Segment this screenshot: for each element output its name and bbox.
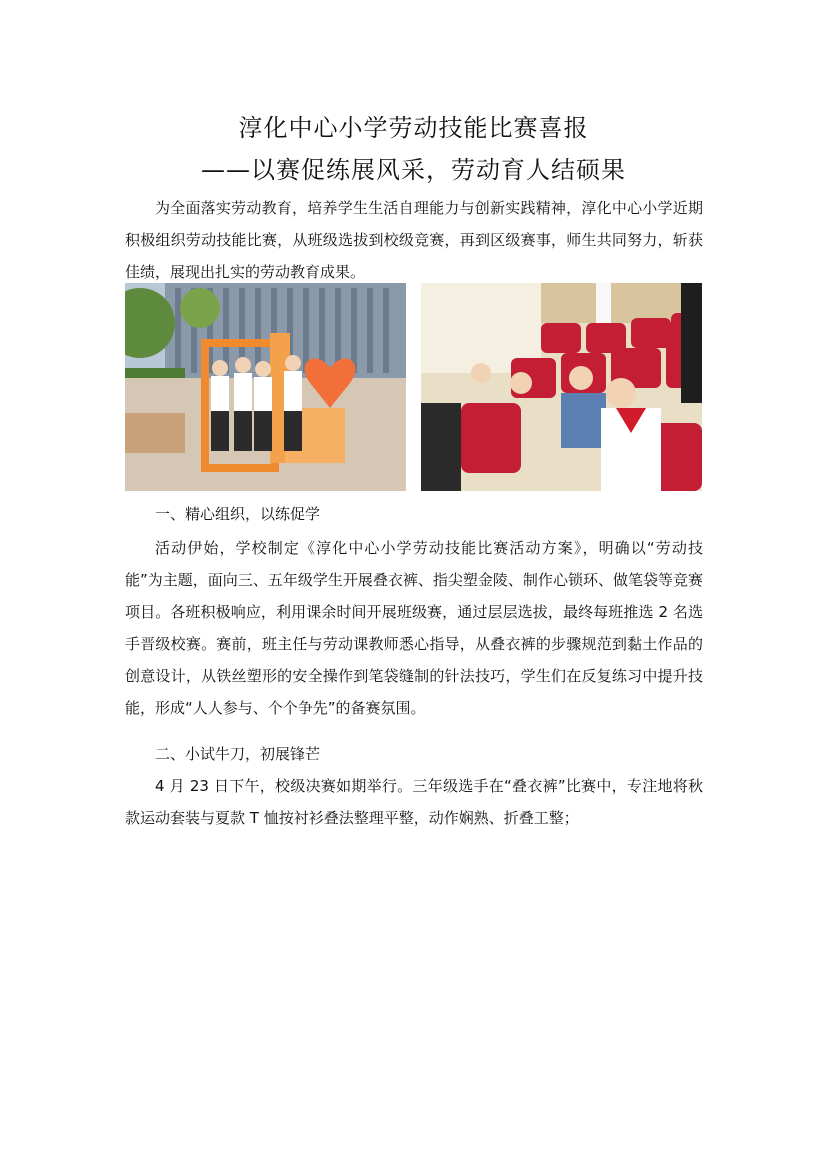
intro-paragraph: 为全面落实劳动教育，培养学生生活自理能力与创新实践精神，淳化中心小学近期积极组织劳动技能比赛，从班级选拔到校级竞赛，再到区级赛事，师生共同努力，斩获佳绩，展现出扎实的劳动教育成果。 — [125, 199, 703, 281]
section1-heading: 一、精心组织，以练促学 — [155, 505, 321, 523]
section2-body: 4 月 23 日下午，校级决赛如期举行。三年级选手在“叠衣裤”比赛中，专注地将秋款运动套装与夏款 T 恤按衬衫叠法整理平整，动作娴熟、折叠工整； — [125, 777, 703, 827]
page-title: 淳化中心小学劳动技能比赛喜报 — [238, 114, 589, 142]
section1-body: 活动伊始，学校制定《淳化中心小学劳动技能比赛活动方案》，明确以“劳动技能”为主题，面向三、五年级学生开展叠衣裤、指尖塑金陵、制作心锁环、做笔袋等竞赛项目。各班积极响应，利用课余时间开展班级赛，通过层层选拔，最终每班推选 2 名选手晋级校赛。赛前，班主任与劳动课教师悉心指导，从叠衣裤的步骤规范到黏土作品的创意设计，从铁丝塑形的安全操作到笔袋缝制的针法技巧，学生们在反复练习中提升技能，形成“人人参与、个个争先”的备赛氛围。 — [125, 539, 703, 717]
photo-students-in-auditorium — [421, 283, 702, 491]
photo-students-with-frame — [125, 283, 406, 491]
section2-heading: 二、小试牛刀，初展锋芒 — [155, 745, 321, 763]
page-subtitle: ——以赛促练展风采，劳动育人结硕果 — [201, 156, 626, 184]
